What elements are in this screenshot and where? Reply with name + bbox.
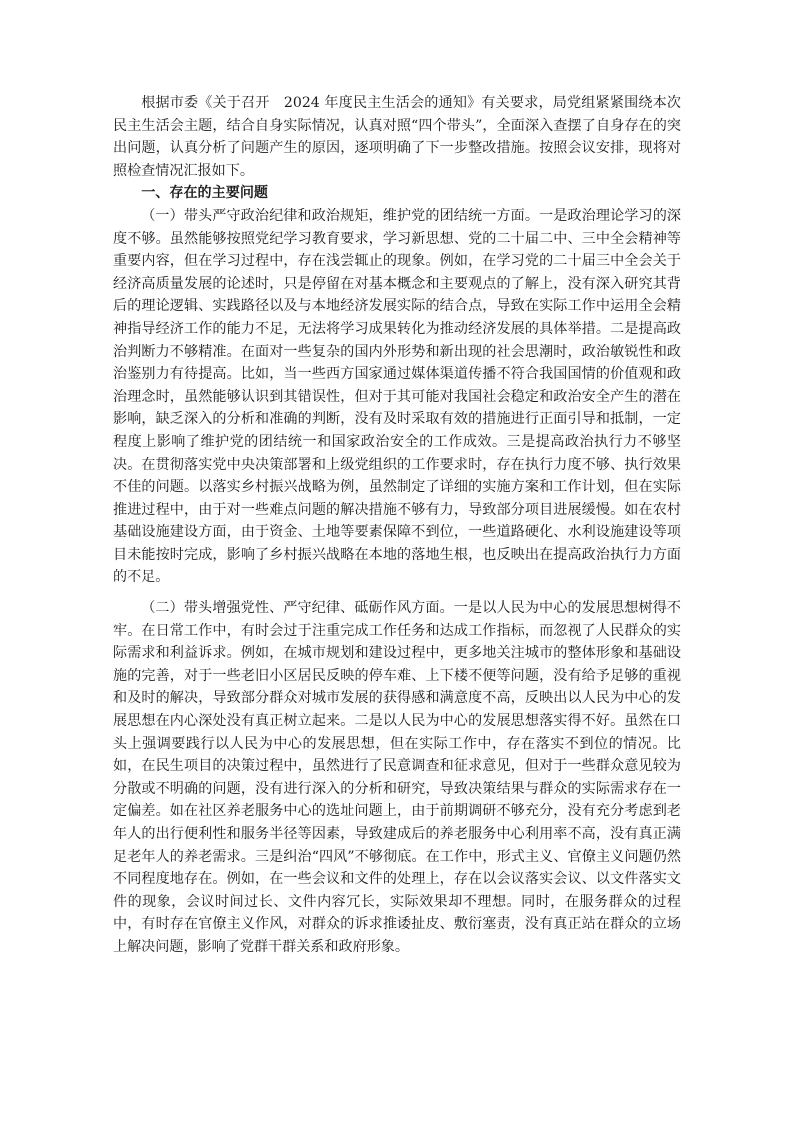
intro-paragraph: 根据市委《关于召开 2024 年度民主生活会的通知》有关要求，局党组紧紧围绕本次民主生活会主题，结合自身实际情况，认真对照“四个带头”，全面深入查摆了自身存在的突出问题，认真分析了问题产生的原因，逐项明确了下一步整改措施。按照会议安排，现将对照检查情况汇报如下。 bbox=[113, 95, 681, 179]
problem-paragraph-party-spirit: （二）带头增强党性、严守纪律、砥砺作风方面。一是以人民为中心的发展思想树得不牢。在日常工作中，有时会过于注重完成工作任务和达成工作指标，而忽视了人民群众的实际需求和利益诉求。例如，在城市规划和建设过程中，更多地关注城市的整体形象和基础设施的完善，对于一些老旧小区居民反映的停车难、上下楼不便等问题，没有给予足够的重视和及时的解决，导致部分群众对城市发展的获得感和满意度不高，反映出以人民为中心的发展思想在内心深处没有真正树立起来。二是以人民为中心的发展思想落实得不好。虽然在口头上强调要践行以人民为中心的发展思想，但在实际工作中，存在落实不到位的情况。比如，在民生项目的决策过程中，虽然进行了民意调查和征求意见，但对于一些群众意见较为分散或不明确的问题，没有进行深入的分析和研究，导致决策结果与群众的实际需求存在一定偏差。如在社区养老服务中心的选址问题上，由于前期调研不够充分，没有充分考虑到老年人的出行便利性和服务半径等因素，导致建成后的养老服务中心利用率不高，没有真正满足老年人的养老需求。三是纠治“四风”不够彻底。在工作中，形式主义、官僚主义问题仍然不同程度地存在。例如，在一些会议和文件的处理上，存在以会议落实会议、以文件落实文件的现象，会议时间过长、文件内容冗长，实际效果却不理想。同时，在服务群众的过程中，有时存在官僚主义作风，对群众的诉求推诿扯皮、敷衍塞责，没有真正站在群众的立场上解决问题，影响了党群干群关系和政府形象。 bbox=[113, 600, 681, 955]
paragraph-spacer bbox=[113, 589, 681, 597]
section-heading-existing-problems: 一、存在的主要问题 bbox=[141, 185, 269, 202]
document-page bbox=[113, 92, 681, 959]
problem-paragraph-political-discipline: （一）带头严守政治纪律和政治规矩，维护党的团结统一方面。一是政治理论学习的深度不够。虽然能够按照党纪学习教育要求，学习新思想、党的二十届二中、三中全会精神等重要内容，但在学习过程中，存在浅尝辄止的现象。例如，在学习党的二十届三中全会关于经济高质量发展的论述时，只是停留在对基本概念和主要观点的了解上，没有深入研究其背后的理论逻辑、实践路径以及与本地经济发展实际的结合点，导致在实际工作中运用全会精神指导经济工作的能力不足，无法将学习成果转化为推动经济发展的具体举措。二是提高政治判断力不够精准。在面对一些复杂的国内外形势和新出现的社会思潮时，政治敏锐性和政治鉴别力有待提高。比如，当一些西方国家通过媒体渠道传播不符合我国国情的价值观和政治理念时，虽然能够认识到其错误性，但对于其可能对我国社会稳定和政治安全产生的潜在影响，缺乏深入的分析和准确的判断，没有及时采取有效的措施进行正面引导和抵制，一定程度上影响了维护党的团结统一和国家政治安全的工作成效。三是提高政治执行力不够坚决。在贯彻落实党中央决策部署和上级党组织的工作要求时，存在执行力度不够、执行效果不佳的问题。以落实乡村振兴战略为例，虽然制定了详细的实施方案和工作计划，但在实际推进过程中，由于对一些难点问题的解决措施不够有力，导致部分项目进展缓慢。如在农村基础设施建设方面，由于资金、土地等要素保障不到位，一些道路硬化、水利设施建设等项目未能按时完成，影响了乡村振兴战略在本地的落地生根，也反映出在提高政治执行力方面的不足。 bbox=[113, 207, 681, 586]
